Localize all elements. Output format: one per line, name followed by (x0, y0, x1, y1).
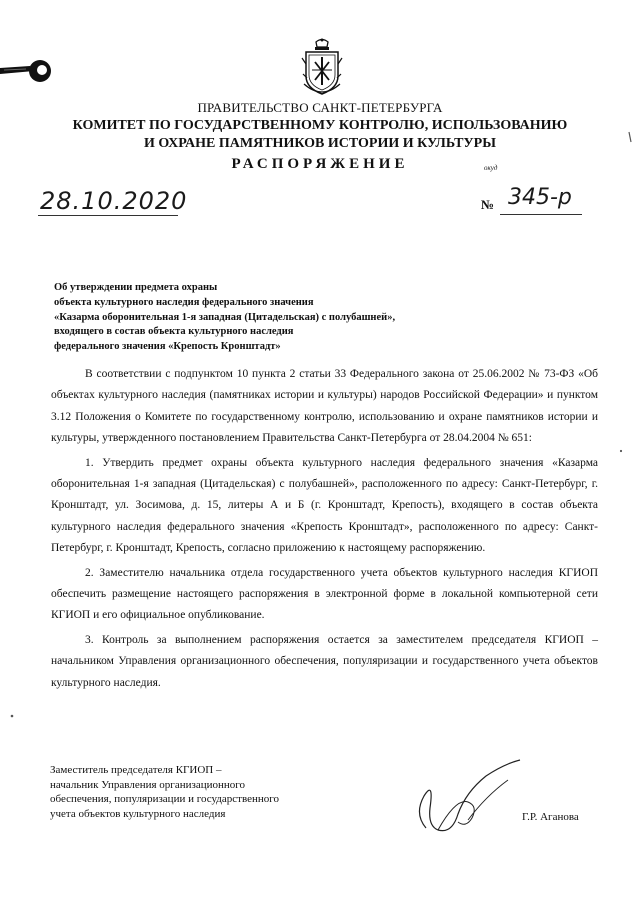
signatory-title (50, 763, 350, 821)
preamble-paragraph: В соответствии с подпунктом 10 пункта 2 статьи 33 Федерального закона от 25.06.2002 № 73-ФЗ «Об объектах культурного наследия (памятниках истории и культуры) народов Российской Федерации» и пунктом 3.12 Положения о Комитете по государственному контролю, использованию и охране памятников истории и культуры, утвержденного постановлением Правительства Санкт-Петербурга от 28.04.2004 № 651: (51, 368, 598, 445)
signatory-title-line: учета объектов культурного наследия (50, 807, 226, 820)
scan-mark (0, 58, 56, 84)
item-3-paragraph: 3. Контроль за выполнением распоряжения остается за заместителем председателя КГИОП – начальником Управления организационного обеспечения, популяризации и государственного учета объектов культурного наследия. (51, 633, 598, 689)
item-1-paragraph: 1. Утвердить предмет охраны объекта культурного наследия федерального значения «Казарма оборонительная 1-я западная (Цитадельская) с полубашней», расположенного по адресу: Санкт-Петербург, г. Кронштадт, ул. Зосимова, д. 15, литеры А и Б (г. Кронштадт, Крепость), входящего в состав объекта культурного наследия федерального значения «Крепость Кронштадт», расположенного по адресу: Санкт-Петербург, г. Кронштадт, Крепость, согласно приложению к настоящему распоряжению. (51, 456, 598, 555)
scan-speck (8, 712, 16, 720)
subject-line: входящего в состав объекта культурного наследия (54, 326, 294, 338)
document-type-title: РАСПОРЯЖЕНИЕ (231, 156, 409, 172)
committee-title-line-1: КОМИТЕТ ПО ГОСУДАРСТВЕННОМУ КОНТРОЛЮ, ИСПОЛЬЗОВАНИЮ (72, 118, 568, 133)
committee-title-line-2: И ОХРАНЕ ПАМЯТНИКОВ ИСТОРИИ И КУЛЬТУРЫ (144, 136, 496, 151)
document-body (51, 364, 598, 694)
subject-line: Об утверждении предмета охраны (54, 282, 218, 293)
item-2-paragraph: 2. Заместителю начальника отдела государственного учета объектов культурного наследия КГИОП обеспечить размещение настоящего распоряжения в электронной форме в локальной компьютерной сети КГИОП и его официальное опубликование. (51, 566, 598, 622)
number-underline (500, 214, 582, 215)
okud-label: окуд (484, 164, 498, 172)
number-label: № (481, 197, 495, 212)
subject-line: «Казарма оборонительная 1-я западная (Цитадельская) с полубашней», (54, 311, 396, 323)
committee-title (0, 117, 640, 153)
signatory-title-line: Заместитель председателя КГИОП – (50, 764, 222, 776)
document-subject (54, 281, 534, 355)
signatory-title-line: обеспечения, популяризации и государственного (50, 793, 279, 806)
signatory-title-line: начальник Управления организационного (50, 778, 245, 791)
subject-line: объекта культурного наследия федерального значения (54, 296, 314, 308)
handwritten-date: 28.10.2020 (40, 187, 188, 215)
government-title: ПРАВИТЕЛЬСТВО САНКТ-ПЕТЕРБУРГА (197, 100, 443, 115)
handwritten-signature (408, 758, 533, 838)
signatory-name: Г.Р. Аганова (522, 811, 579, 823)
coat-of-arms-emblem (300, 38, 344, 98)
handwritten-number: 345-р (508, 185, 572, 210)
date-underline (38, 215, 178, 216)
subject-line: федерального значения «Крепость Кронштадт» (54, 341, 281, 353)
scan-speck (626, 130, 634, 144)
scan-speck (618, 448, 624, 454)
